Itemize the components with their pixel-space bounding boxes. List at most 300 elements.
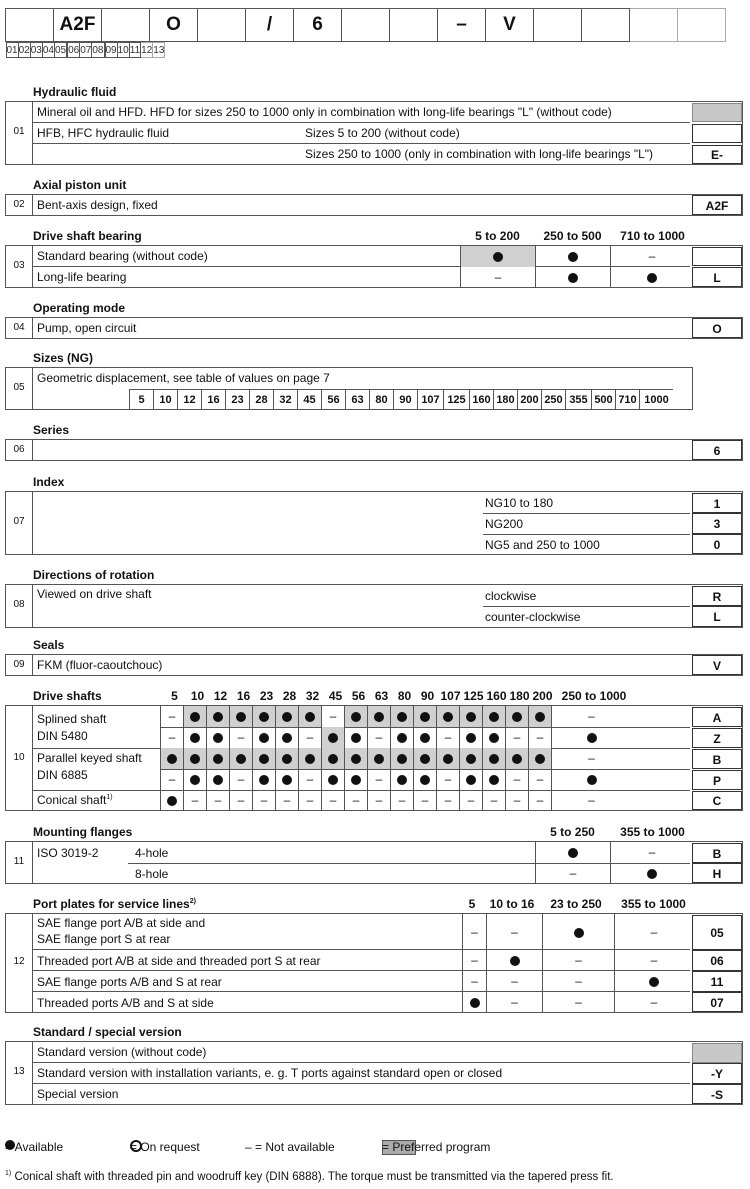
- footnote-text: Conical shaft with threaded pin and woodruff key (DIN 6888). The torque must be transmitted via the tapered press fit.: [14, 1170, 614, 1183]
- not-available-dash: –: [444, 793, 452, 807]
- row-text: ISO 3019-2: [37, 846, 99, 860]
- available-dot: [443, 754, 453, 764]
- availability-cell: [298, 790, 321, 810]
- footnote-marker: 1): [5, 1170, 12, 1177]
- section-title: Axial piston unit: [33, 178, 127, 192]
- section-box: [5, 317, 743, 339]
- available-dot: [512, 712, 522, 722]
- code-cell-10: [534, 9, 582, 42]
- not-available-dash: –: [375, 793, 383, 807]
- code-cell-05: [198, 9, 246, 42]
- available-dot: [420, 754, 430, 764]
- row-text: 4-hole: [135, 846, 169, 860]
- size-value: 45: [297, 389, 321, 409]
- available-dot: [305, 754, 315, 764]
- not-available-dash: –: [237, 730, 245, 744]
- code-value: C: [692, 791, 742, 810]
- availability-cell: [413, 706, 436, 727]
- not-available-dash: –: [511, 925, 518, 939]
- availability-cell: [321, 706, 344, 727]
- code-value: A2F: [692, 195, 742, 215]
- row-text: Standard version with installation variants, e. g. T ports against standard open or closed: [37, 1066, 503, 1080]
- code-pos-02: 02: [18, 44, 30, 56]
- not-available-dash: –: [421, 793, 429, 807]
- row-text: SAE flange ports A/B and S at rear: [37, 975, 222, 989]
- size-value: 63: [345, 389, 369, 409]
- size-header: 16: [236, 689, 251, 703]
- size-value: 160: [469, 389, 493, 409]
- available-dot: [190, 754, 200, 764]
- available-dot: [351, 754, 361, 764]
- not-available-dash: –: [511, 995, 518, 1009]
- size-header: 250 to 500: [543, 229, 602, 243]
- section-title: Hydraulic fluid: [33, 85, 117, 99]
- ordering-code-bar: [5, 8, 726, 56]
- size-value: 23: [225, 389, 249, 409]
- availability-cell: [413, 727, 436, 748]
- section-number: 08: [13, 599, 25, 610]
- size-header: 10: [190, 689, 205, 703]
- size-value: 1000: [639, 389, 673, 409]
- size-value: 500: [591, 389, 615, 409]
- section-title: Operating mode: [33, 301, 126, 315]
- availability-cell: [436, 727, 459, 748]
- section-number: 12: [13, 956, 25, 967]
- availability-cell: [551, 769, 631, 790]
- code-pos-13: 13: [153, 44, 165, 56]
- availability-cell: [344, 706, 367, 727]
- code-value: L: [692, 267, 742, 287]
- availability-cell: [535, 842, 610, 863]
- availability-cell: [460, 267, 535, 287]
- row-text: [37, 793, 113, 807]
- size-header: 12: [213, 689, 228, 703]
- availability-cell: [275, 748, 298, 769]
- section-inner: [32, 706, 742, 810]
- available-dot: [190, 733, 200, 743]
- section-box: [5, 367, 693, 410]
- not-available-dash: –: [329, 709, 337, 723]
- available-dot: [397, 754, 407, 764]
- not-available-dash: –: [214, 793, 222, 807]
- section-box: [5, 439, 743, 461]
- code-value: O: [692, 318, 742, 338]
- size-value: 80: [369, 389, 393, 409]
- code-pos-05: 05: [55, 44, 67, 56]
- size-header: 107: [440, 689, 461, 703]
- available-dot: [535, 754, 545, 764]
- not-available-dash: –: [536, 730, 544, 744]
- section-box: [5, 101, 743, 165]
- availability-cell: [459, 790, 482, 810]
- available-dot: [167, 796, 177, 806]
- availability-cell: [321, 748, 344, 769]
- row-text: DIN 6885: [37, 768, 88, 782]
- section-title: Seals: [33, 638, 65, 652]
- not-available-dash: –: [306, 730, 314, 744]
- availability-cell: [505, 727, 528, 748]
- available-dot: [443, 712, 453, 722]
- not-available-dash: –: [471, 974, 478, 988]
- availability-cell: [459, 706, 482, 727]
- size-header: 63: [374, 689, 389, 703]
- availability-cell: [482, 769, 505, 790]
- size-value: 180: [493, 389, 517, 409]
- section-inner: [32, 368, 692, 409]
- legend-label: = On request: [130, 1140, 200, 1154]
- size-value: 10: [153, 389, 177, 409]
- available-dot: [328, 733, 338, 743]
- available-dot: [466, 754, 476, 764]
- available-dot: [374, 712, 384, 722]
- code-pos-11: 11: [129, 44, 141, 56]
- not-available-dash: –: [588, 793, 595, 807]
- code-cell-11: [582, 9, 630, 42]
- availability-cell: [505, 706, 528, 727]
- availability-cell: [367, 748, 390, 769]
- availability-cell: [367, 769, 390, 790]
- size-header: 80: [397, 689, 412, 703]
- not-available-dash: –: [237, 772, 245, 786]
- availability-cell: [486, 950, 542, 971]
- available-dot: [259, 754, 269, 764]
- not-available-dash: –: [306, 793, 314, 807]
- section-title: Drive shafts: [33, 689, 102, 703]
- availability-cell: [528, 769, 551, 790]
- not-available-dash: –: [648, 249, 656, 263]
- code-value: 05: [692, 915, 742, 950]
- code-value: B: [692, 843, 742, 863]
- code-cell-12: [630, 9, 678, 42]
- available-dot: [649, 977, 659, 987]
- availability-cell: [413, 748, 436, 769]
- row-text: Special version: [37, 1087, 119, 1101]
- size-header: 28: [282, 689, 297, 703]
- availability-cell: [542, 950, 614, 971]
- availability-cell: [275, 706, 298, 727]
- availability-cell: [528, 706, 551, 727]
- availability-cell: [229, 769, 252, 790]
- availability-cell: [486, 914, 542, 950]
- not-available-dash: –: [575, 953, 582, 967]
- size-header: 10 to 16: [489, 897, 535, 911]
- availability-cell: [486, 971, 542, 992]
- size-value: 90: [393, 389, 417, 409]
- row-text: Sizes 5 to 200 (without code): [305, 126, 460, 140]
- availability-cell: [614, 914, 693, 950]
- availability-cell: [344, 727, 367, 748]
- availability-cell: [183, 727, 206, 748]
- available-dot: [259, 775, 269, 785]
- not-available-dash: –: [191, 793, 199, 807]
- row: [33, 123, 690, 144]
- available-dot: [190, 712, 200, 722]
- availability-cell: [482, 706, 505, 727]
- available-dot: [420, 712, 430, 722]
- available-dot: [397, 733, 407, 743]
- availability-cell: [229, 706, 252, 727]
- available-dot: [470, 998, 480, 1008]
- row: [33, 1084, 690, 1104]
- row-text: Parallel keyed shaft: [37, 751, 142, 765]
- availability-cell: [252, 748, 275, 769]
- availability-cell: [344, 769, 367, 790]
- size-value: 16: [201, 389, 225, 409]
- available-dot: [466, 775, 476, 785]
- size-header: 23 to 250: [550, 897, 602, 911]
- availability-cell: [610, 863, 693, 883]
- row-text: Threaded ports A/B and S at side: [37, 996, 214, 1010]
- availability-cell: [183, 706, 206, 727]
- not-available-dash: –: [352, 793, 360, 807]
- code-pos-08: 08: [92, 44, 104, 56]
- not-available-dash: –: [471, 953, 478, 967]
- size-header: 250 to 1000: [561, 689, 627, 703]
- availability-cell: [206, 790, 229, 810]
- size-value: 56: [321, 389, 345, 409]
- available-dot: [489, 733, 499, 743]
- row-text: NG5 and 250 to 1000: [485, 538, 600, 552]
- availability-cell: [436, 790, 459, 810]
- divider: [483, 513, 690, 514]
- code-value: E-: [692, 145, 742, 164]
- code-value: -Y: [692, 1063, 742, 1084]
- code-pos-06: 06: [68, 44, 80, 56]
- row-text: NG10 to 180: [485, 496, 554, 510]
- availability-cell: [436, 769, 459, 790]
- section-number: 10: [13, 752, 25, 763]
- section-number: 11: [13, 856, 25, 867]
- availability-cell: [542, 914, 614, 950]
- availability-cell: [462, 992, 486, 1012]
- not-available-dash: –: [467, 793, 475, 807]
- row: [33, 144, 690, 165]
- section-box: [5, 654, 743, 676]
- size-value: 28: [249, 389, 273, 409]
- code-cell-08: [390, 9, 438, 42]
- row-text: Bent-axis design, fixed: [37, 198, 158, 212]
- section-number: 01: [13, 126, 25, 137]
- section-inner: [32, 102, 742, 164]
- size-value: 107: [417, 389, 443, 409]
- availability-cell: [229, 748, 252, 769]
- availability-cell: [183, 769, 206, 790]
- availability-cell: [321, 790, 344, 810]
- not-available-dash: –: [650, 953, 658, 967]
- availability-cell: [298, 706, 321, 727]
- available-dot: [305, 712, 315, 722]
- size-value: 355: [565, 389, 591, 409]
- section-title: Drive shaft bearing: [33, 229, 142, 243]
- row-text: Long-life bearing: [37, 270, 127, 284]
- available-dot: [587, 775, 597, 785]
- size-value: 125: [443, 389, 469, 409]
- section-inner: [32, 492, 742, 554]
- section-title: Standard / special version: [33, 1025, 182, 1039]
- available-dot: [236, 712, 246, 722]
- code-value: 6: [692, 440, 742, 460]
- available-dot: [328, 754, 338, 764]
- size-value: 32: [273, 389, 297, 409]
- available-dot: [512, 754, 522, 764]
- code-value: R: [692, 586, 742, 606]
- available-dot: [213, 733, 223, 743]
- available-dot: [167, 754, 177, 764]
- legend-not-available: – = Not available: [245, 1140, 335, 1154]
- not-available-dash: –: [648, 845, 656, 859]
- availability-cell: [460, 246, 535, 267]
- availability-cell: [160, 790, 183, 810]
- available-dot: [213, 754, 223, 764]
- code-value: A: [692, 707, 742, 727]
- section-number: 07: [13, 516, 25, 527]
- available-dot: [574, 928, 584, 938]
- availability-cell: [614, 950, 693, 971]
- row: [33, 1042, 690, 1063]
- available-dot: [190, 775, 200, 785]
- section-inner: [32, 914, 742, 1012]
- available-dot: [489, 712, 499, 722]
- size-header: 23: [259, 689, 274, 703]
- not-available-dash: –: [168, 772, 176, 786]
- code-separator-slash: /: [246, 9, 294, 42]
- availability-cell: [614, 992, 693, 1012]
- code-value: V: [692, 655, 742, 675]
- availability-cell: [528, 727, 551, 748]
- size-header: 5 to 250: [550, 825, 595, 839]
- available-dot: [213, 712, 223, 722]
- section-box: [5, 1041, 743, 1105]
- availability-cell: [252, 769, 275, 790]
- code-value: 11: [692, 971, 742, 992]
- row-text: SAE flange port A/B at side and: [37, 916, 206, 930]
- code-value: 06: [692, 950, 742, 971]
- availability-cell: [252, 790, 275, 810]
- availability-cell: [298, 727, 321, 748]
- code-cell-07: [342, 9, 390, 42]
- not-available-dash: –: [471, 925, 478, 939]
- size-header: 32: [305, 689, 320, 703]
- available-dot: [420, 733, 430, 743]
- available-dot: [493, 252, 503, 262]
- available-dot: [351, 733, 361, 743]
- section-box: [5, 841, 743, 884]
- not-available-dash: –: [511, 974, 518, 988]
- not-available-dash: –: [650, 925, 658, 939]
- section-title: [33, 897, 196, 911]
- not-available-dash: –: [490, 793, 498, 807]
- available-dot: [489, 775, 499, 785]
- available-dot: [351, 775, 361, 785]
- code-pos-03: 03: [30, 44, 42, 56]
- row: [33, 102, 690, 123]
- section-inner: [32, 1042, 742, 1104]
- code-cell-06: 6: [294, 9, 342, 42]
- row: [33, 1063, 690, 1084]
- not-available-dash: –: [444, 772, 452, 786]
- available-dot: [420, 775, 430, 785]
- availability-cell: [528, 748, 551, 769]
- preferred-code-cell: [692, 1043, 742, 1063]
- row-label: Conical shaft: [37, 793, 107, 807]
- divider: [483, 606, 690, 607]
- section-box: [5, 913, 743, 1013]
- row-text: HFB, HFC hydraulic fluid: [37, 126, 170, 140]
- available-dot: [374, 754, 384, 764]
- section-number: 02: [13, 199, 25, 210]
- code-pos-10: 10: [117, 44, 129, 56]
- section-inner: [32, 842, 742, 883]
- availability-cell: [482, 790, 505, 810]
- code-value: P: [692, 770, 742, 790]
- not-available-dash: –: [588, 751, 595, 765]
- not-available-dash: –: [168, 709, 176, 723]
- row-text: NG200: [485, 517, 524, 531]
- legend-label: = Available: [5, 1140, 64, 1154]
- availability-cell: [229, 727, 252, 748]
- size-header: 160: [486, 689, 507, 703]
- availability-cell: [390, 706, 413, 727]
- size-header: 90: [420, 689, 435, 703]
- availability-cell: [367, 706, 390, 727]
- row-text: Threaded port A/B at side and threaded port S at rear: [37, 954, 321, 968]
- availability-cell: [486, 992, 542, 1012]
- code-value: L: [692, 606, 742, 627]
- availability-cell: [160, 769, 183, 790]
- available-dot: [282, 733, 292, 743]
- availability-cell: [462, 950, 486, 971]
- availability-cell: [505, 748, 528, 769]
- availability-cell: [390, 727, 413, 748]
- availability-cell: [551, 727, 631, 748]
- code-cell-04: O: [150, 9, 198, 42]
- availability-cell: [436, 706, 459, 727]
- availability-cell: [610, 842, 693, 863]
- footnote: [5, 1170, 614, 1183]
- code-cell-03: [102, 9, 150, 42]
- row-text: 8-hole: [135, 867, 169, 881]
- available-dot: [236, 754, 246, 764]
- not-available-dash: –: [444, 730, 452, 744]
- availability-cell: [390, 769, 413, 790]
- availability-cell: [183, 748, 206, 769]
- availability-cell: [183, 790, 206, 810]
- code-pos-12: 12: [141, 44, 153, 56]
- available-dot: [568, 252, 578, 262]
- section-inner: [32, 246, 742, 287]
- code-cell-01: [6, 9, 54, 42]
- size-header: 5 to 200: [475, 229, 520, 243]
- availability-cell: [367, 727, 390, 748]
- row-text: FKM (fluor-caoutchouc): [37, 658, 163, 672]
- section-number: 05: [13, 382, 25, 393]
- availability-cell: [275, 790, 298, 810]
- availability-cell: [321, 769, 344, 790]
- code-value: -S: [692, 1084, 742, 1104]
- divider: [483, 534, 690, 535]
- availability-cell: [275, 727, 298, 748]
- size-header: 355 to 1000: [620, 825, 685, 839]
- section-number: 09: [13, 659, 25, 670]
- section-inner: [32, 195, 742, 215]
- availability-cell: [614, 971, 693, 992]
- availability-cell: [206, 727, 229, 748]
- availability-cell: [459, 727, 482, 748]
- not-available-dash: –: [398, 793, 406, 807]
- availability-cell: [344, 790, 367, 810]
- availability-cell: [206, 706, 229, 727]
- available-dot: [282, 754, 292, 764]
